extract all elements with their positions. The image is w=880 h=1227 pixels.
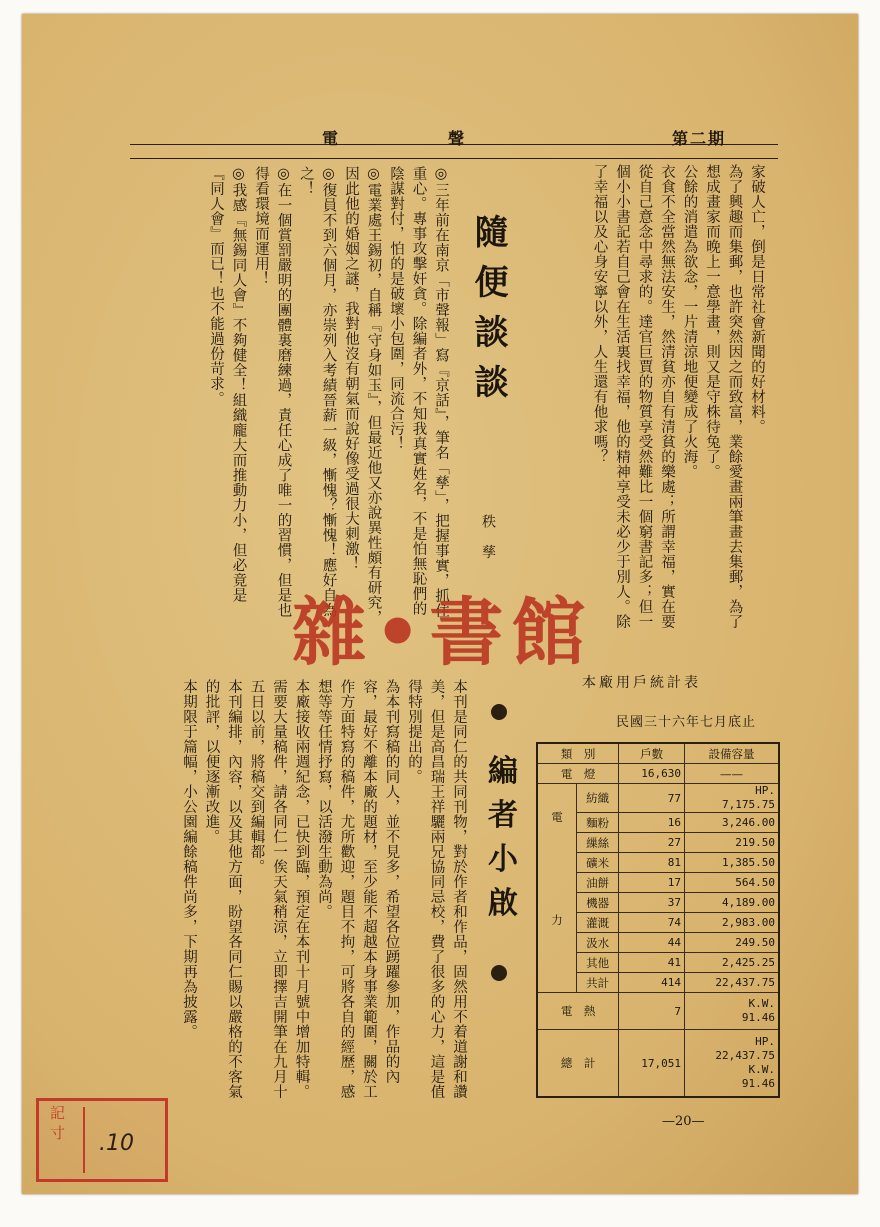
top-article xyxy=(588,164,768,634)
cell-capacity: 2,425.25 xyxy=(685,953,779,973)
editor-note-p1: 本刊是同仁的共同刊物，對於作者和作品，固然用不着道謝和讚美，但是高昌瑞王祥驪兩兄協同忌校，費了很多的心力，這是值得特別提出的。 xyxy=(406,679,467,1099)
cell-power-label: 電 力 xyxy=(537,784,577,993)
cell-category: 其他 xyxy=(577,953,619,973)
top-article-p4: 衣食不全當然無法安生，然清貧亦自有清貧的樂處；所謂幸福，實在要從自己意念中尋求的。達官巨賈的物質享受然難比一個窮書記多；但一個小小書記若自己會在生活裏找幸福，他的精神享受未必少于別人。除了幸福以及心身安寧以外，人生還有他求嗎？ xyxy=(591,164,675,629)
cell-label: 電 燈 xyxy=(537,764,619,784)
header-rule-lower xyxy=(130,158,778,159)
cell-category: 油餅 xyxy=(577,873,619,893)
col-households: 戶數 xyxy=(619,743,685,764)
row-electric-heat xyxy=(537,993,779,1030)
suibian-p1: ◎三年前在南京「市聲報」寫『京話』，筆名「孳」，把握事實，抓住重心。專事攻擊奸貪。除編者外，不知我真實姓名，不是怕無恥們的陰謀對付，怕的是破壞小包圍，同流合污！ xyxy=(388,166,449,618)
bullet-dot-icon xyxy=(491,704,507,720)
suibian-title: 隨便談談 xyxy=(468,214,508,414)
cell-category: 紡織 xyxy=(577,784,619,813)
cell-category: 礦米 xyxy=(577,853,619,873)
cell-category: 繅絲 xyxy=(577,833,619,853)
stats-header-row xyxy=(537,743,779,764)
cell-households: 27 xyxy=(619,833,685,853)
cell-households: 74 xyxy=(619,913,685,933)
cell-capacity: 564.50 xyxy=(685,873,779,893)
top-article-p3: 公餘的消遣為欲念，一片清涼地便變成了火海。 xyxy=(681,164,698,479)
cell-capacity: 4,189.00 xyxy=(685,893,779,913)
cell-capacity: 3,246.00 xyxy=(685,813,779,833)
cell-category: 共計 xyxy=(577,973,619,993)
top-article-p1: 家破人亡，倒是日常社會新聞的好材料。 xyxy=(749,164,765,434)
cell-capacity: 249.50 xyxy=(685,933,779,953)
cell-label: 電 熱 xyxy=(537,993,619,1030)
cell-households: 16,630 xyxy=(619,764,685,784)
cell-capacity: —— xyxy=(685,764,779,784)
editor-note-p5: 本期限于篇幅，小公園編餘稿件尚多，下期再為披露。 xyxy=(181,679,197,1039)
cell-label: 總 計 xyxy=(537,1030,619,1098)
editor-note-title xyxy=(477,704,521,981)
suibian-body xyxy=(134,166,452,626)
publication-name: 電聲 xyxy=(322,129,575,148)
cell-capacity: K.W. 91.46 xyxy=(685,993,779,1030)
editor-note-title-text: 編者小啟 xyxy=(482,754,517,931)
col-capacity: 設備容量 xyxy=(685,743,779,764)
editor-note-p4: 本刊編排，內容，以及其他方面，盼望各同仁賜以嚴格的不客氣的批評，以便逐漸改進。 xyxy=(203,679,242,1099)
cell-capacity: 219.50 xyxy=(685,833,779,853)
cell-households: 16 xyxy=(619,813,685,833)
cell-capacity: HP. 22,437.75 K.W. 91.46 xyxy=(685,1030,779,1098)
cell-capacity: HP. 7,175.75 xyxy=(685,784,779,813)
top-article-p2: 為了興趣而集郵，也許突然因之而致富，業餘愛畫兩筆畫去集郵，為了想成畫家而晚上一意學畫，則又是守株待兔了。 xyxy=(704,164,743,629)
editor-note-p3: 本廠接收兩週紀念，已快到臨，預定在本刊十月號中增加特輯。需要大量稿件，請各同仁一俟天氣稍涼，立即擇吉開筆在九月十五日以前，將稿交到編輯都。 xyxy=(248,679,310,1099)
cell-households: 81 xyxy=(619,853,685,873)
stamp-chars: 記 寸 xyxy=(48,1105,66,1140)
cell-capacity: 2,983.00 xyxy=(685,913,779,933)
issue-label: 第二期 xyxy=(672,129,727,148)
cell-households: 77 xyxy=(619,784,685,813)
cell-households: 44 xyxy=(619,933,685,953)
editor-note-body xyxy=(124,679,470,1099)
row-total xyxy=(537,1030,779,1098)
cell-capacity: 1,385.50 xyxy=(685,853,779,873)
row-electric-light xyxy=(537,764,779,784)
cell-households: 414 xyxy=(619,973,685,993)
suibian-p2: ◎電業處王錫初，自稱『守身如玉』，但最近他又亦說異性頗有研究，因此他的婚姻之謎，我對他沒有朝氣而說好像受過很大刺激！ xyxy=(343,166,382,626)
row-power-0 xyxy=(537,784,779,813)
cell-households: 17,051 xyxy=(619,1030,685,1098)
suibian-p4: ◎在一個賞罰嚴明的團體裏磨練過，責任心成了唯一的習慣，但是也得看環境而運用！ xyxy=(253,166,292,618)
stats-table xyxy=(536,742,780,1098)
suibian-author: 秩 孳 xyxy=(480,514,496,565)
stats-table-title: 本廠用戶統計表 xyxy=(582,675,701,691)
cell-category: 機器 xyxy=(577,893,619,913)
archive-stamp xyxy=(36,1098,168,1182)
suibian-p3: ◎復員不到六個月，亦崇列入考績晉薪一級，慚愧？慚愧！應好自為之！ xyxy=(298,166,337,618)
cell-households: 41 xyxy=(619,953,685,973)
cell-category: 灌溉 xyxy=(577,913,619,933)
cell-households: 37 xyxy=(619,893,685,913)
cell-capacity: 22,437.75 xyxy=(685,973,779,993)
stamp-handwritten-value: .10 xyxy=(99,1131,134,1156)
editor-note-p2: 為本刊寫稿的同人，並不見多，希望各位踴躍參加，作品的內容，最好不離本廠的題材，至少能不超越本身事業範圍，關於工作方面特寫的稿件，尤所歡迎，題目不拘，可將各自的經歷，感想等等任情抒寫，以活潑生動為尚。 xyxy=(316,679,400,1099)
cell-households: 7 xyxy=(619,993,685,1030)
library-watermark: 雜•書館 xyxy=(292,590,594,676)
col-category: 類 別 xyxy=(537,743,619,764)
cell-category: 汲水 xyxy=(577,933,619,953)
page-number: —20— xyxy=(662,1114,705,1129)
cell-households: 17 xyxy=(619,873,685,893)
magazine-page xyxy=(22,14,858,1194)
suibian-p5: ◎我感『無錫同人會』不夠健全！組織龐大而推動力小，但必竟是『同人會』而已！也不能過份苛求。 xyxy=(208,166,247,603)
cell-category: 麵粉 xyxy=(577,813,619,833)
stats-table-date: 民國三十六年七月底止 xyxy=(616,715,757,730)
bullet-dot-icon xyxy=(491,965,507,981)
